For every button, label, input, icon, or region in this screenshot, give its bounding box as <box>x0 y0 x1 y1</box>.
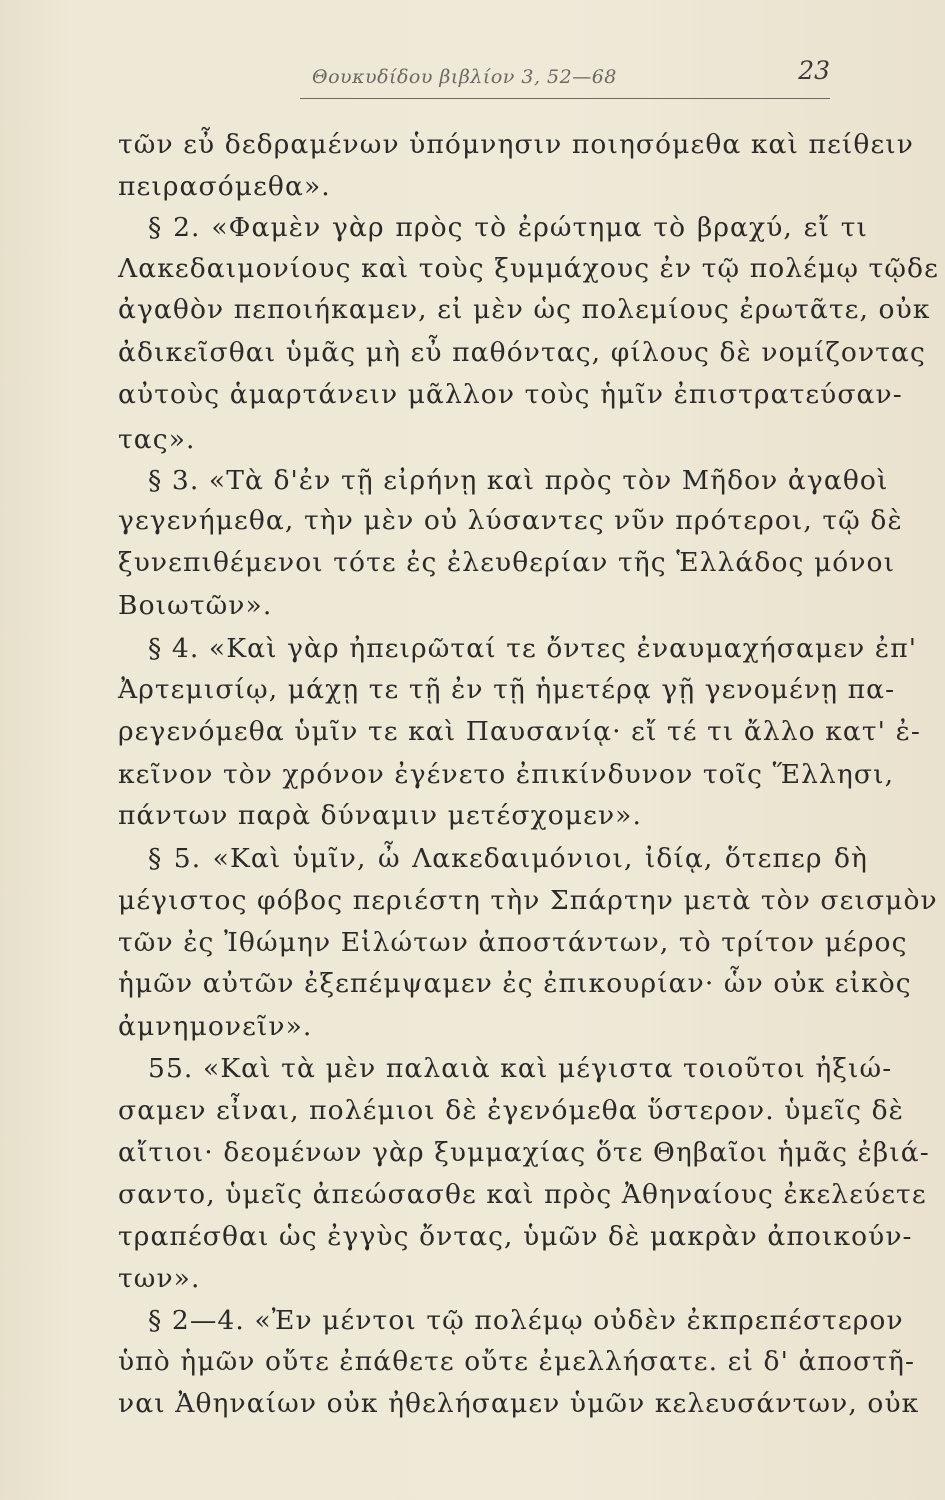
text-line: ἡμῶν αὐτῶν ἐξεπέμψαμεν ἐς ἐπικουρίαν· ὧν οὐκ εἰκὸς <box>118 968 912 999</box>
text-line: ρεγενόμεθα ὑμῖν τε καὶ Παυσανίᾳ· εἴ τέ τι ἄλλο κατ' ἐ- <box>118 716 921 747</box>
text-line: γεγενήμεθα, τὴν μὲν οὐ λύσαντες νῦν πρότεροι, τῷ δὲ <box>118 505 903 536</box>
text-line: τας». <box>118 424 196 455</box>
text-line: § 4. «Καὶ γὰρ ἠπειρῶταί τε ὄντες ἐναυμαχήσαμεν ἐπ' <box>148 633 918 664</box>
text-line: σαμεν εἶναι, πολέμιοι δὲ ἐγενόμεθα ὕστερον. ὑμεῖς δὲ <box>118 1095 904 1126</box>
text-line: ἀδικεῖσθαι ὑμᾶς μὴ εὖ παθόντας, φίλους δὲ νομίζοντας <box>118 337 926 368</box>
text-line: ἀγαθὸν πεποιήκαμεν, εἰ μὲν ὡς πολεμίους ἐρωτᾶτε, οὐκ <box>118 294 931 325</box>
text-line: 55. «Καὶ τὰ μὲν παλαιὰ καὶ μέγιστα τοιοῦτοι ἠξιώ- <box>148 1053 893 1084</box>
running-title: Θουκυδίδου βιβλίον 3, 52—68 <box>312 66 617 88</box>
text-line: τῶν εὖ δεδραμένων ὑπόμνησιν ποιησόμεθα καὶ πείθειν <box>118 129 914 160</box>
text-line: πειρασόμεθα». <box>118 171 331 202</box>
text-line: μέγιστος φόβος περιέστη τὴν Σπάρτην μετὰ τὸν σεισμὸν <box>118 885 938 916</box>
text-line: Ἀρτεμισίῳ, μάχῃ τε τῇ ἐν τῇ ἡμετέρᾳ γῇ γενομένῃ πα- <box>118 674 896 705</box>
text-line: § 3. «Τὰ δ'ἐν τῇ εἰρήνῃ καὶ πρὸς τὸν Μῆδον ἀγαθοὶ <box>148 465 889 496</box>
text-line: πάντων παρὰ δύναμιν μετέσχομεν». <box>118 800 642 831</box>
text-line: τραπέσθαι ὡς ἐγγὺς ὄντας, ὑμῶν δὲ μακρὰν ἀποικούν- <box>118 1221 913 1252</box>
text-line: § 5. «Καὶ ὑμῖν, ὦ Λακεδαιμόνιοι, ἰδίᾳ, ὅτεπερ δὴ <box>148 843 868 874</box>
text-line: § 2—4. «Ἐν μέντοι τῷ πολέμῳ οὐδὲν ἐκπρεπέστερον <box>148 1305 904 1336</box>
text-line: § 2. «Φαμὲν γὰρ πρὸς τὸ ἐρώτημα τὸ βραχύ, εἴ τι <box>148 212 868 243</box>
text-line: Λακεδαιμονίους καὶ τοὺς ξυμμάχους ἐν τῷ πολέμῳ τῷδε <box>118 253 939 284</box>
text-line: τῶν ἐς Ἰθώμην Εἱλώτων ἀποστάντων, τὸ τρίτον μέρος <box>118 927 908 958</box>
text-line: αἴτιοι· δεομένων γὰρ ξυμμαχίας ὅτε Θηβαῖοι ἡμᾶς ἐβιά- <box>118 1137 930 1168</box>
text-line: Βοιωτῶν». <box>118 590 273 621</box>
text-line: ναι Ἀθηναίων οὐκ ἠθελήσαμεν ὑμῶν κελευσάντων, οὐκ <box>118 1388 920 1419</box>
text-line: ὑπὸ ἡμῶν οὔτε ἐπάθετε οὔτε ἐμελλήσατε. εἰ δ' ἀποστῆ- <box>118 1346 916 1377</box>
text-line: αὐτοὺς ἁμαρτάνειν μᾶλλον τοὺς ἡμῖν ἐπιστρατεύσαν- <box>118 379 903 410</box>
text-line: σαντο, ὑμεῖς ἀπεώσασθε καὶ πρὸς Ἀθηναίους ἐκελεύετε <box>118 1179 927 1210</box>
page-number: 23 <box>798 56 830 85</box>
text-line: ἀμνημονεῖν». <box>118 1011 313 1042</box>
running-header <box>300 56 830 99</box>
text-line: κεῖνον τὸν χρόνον ἐγένετο ἐπικίνδυνον τοῖς Ἕλλησι, <box>118 759 895 790</box>
text-line: ξυνεπιθέμενοι τότε ἐς ἐλευθερίαν τῆς Ἑλλάδος μόνοι <box>118 547 896 578</box>
text-line: των». <box>118 1263 201 1294</box>
